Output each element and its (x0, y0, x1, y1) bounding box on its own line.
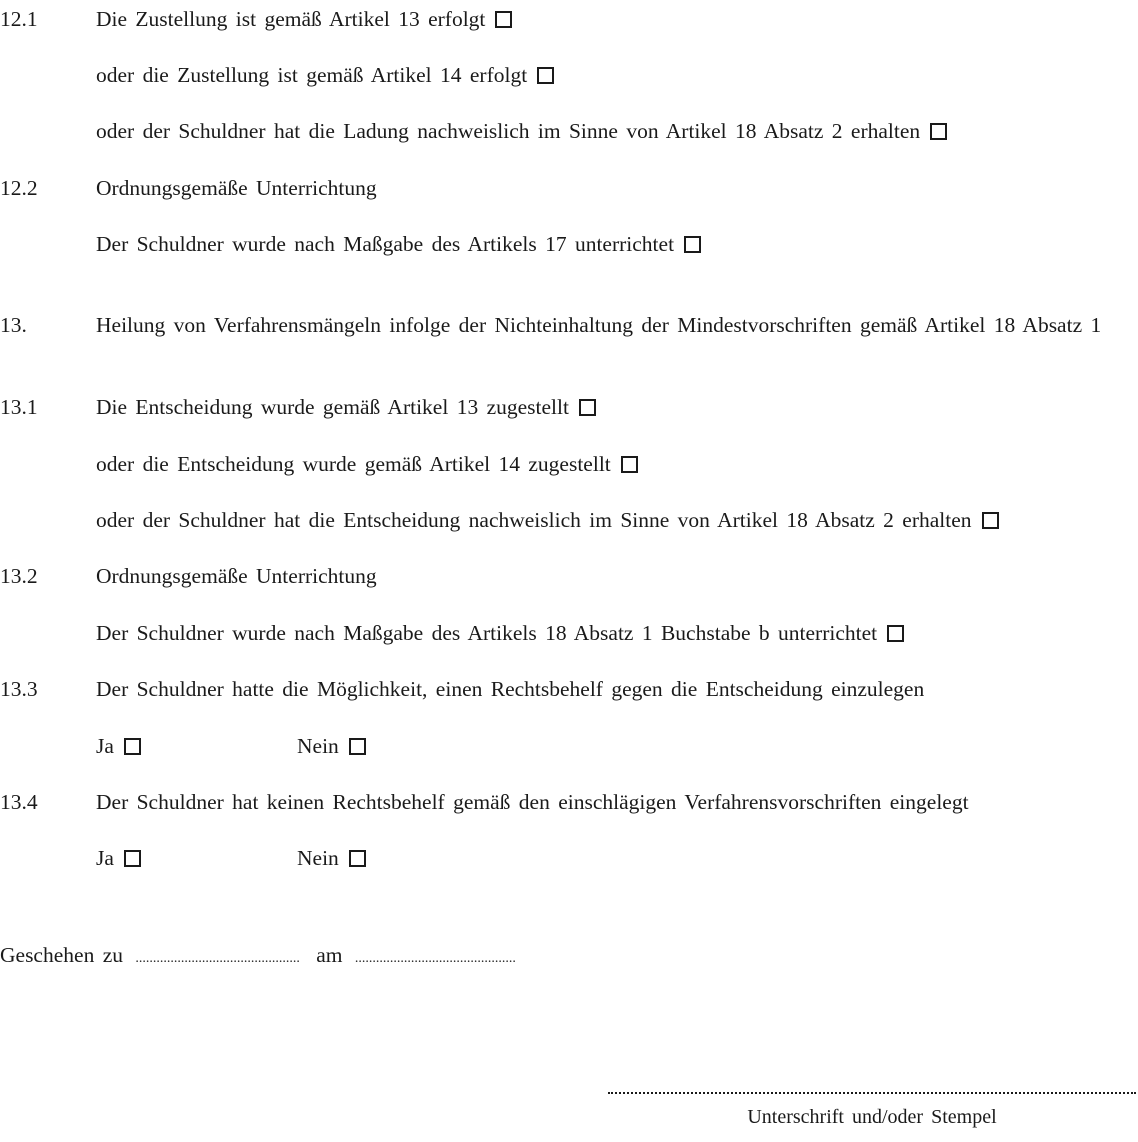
section-number-12-1: 12.1 (0, 7, 38, 31)
option-ja-13-4 (96, 845, 141, 871)
option-ja-13-3 (96, 733, 141, 759)
section-number-13-1: 13.1 (0, 395, 38, 419)
option-label: Ja (96, 734, 114, 758)
checkbox[interactable] (930, 123, 947, 140)
option-nein-13-4 (297, 845, 366, 871)
section-title-13-3: Der Schuldner hatte die Möglichkeit, einen Rechtsbehelf gegen die Entscheidung einzulegen (96, 677, 925, 701)
item-12-1-line3 (96, 118, 947, 144)
checkbox[interactable] (982, 512, 999, 529)
item-13-1-line1 (96, 394, 596, 420)
item-text: oder der Schuldner hat die Ladung nachweislich im Sinne von Artikel 18 Absatz 2 erhalten (96, 119, 921, 143)
item-13-1-line3 (96, 507, 999, 533)
checkbox[interactable] (621, 456, 638, 473)
option-label: Nein (297, 846, 339, 870)
checkbox[interactable] (349, 850, 366, 867)
section-title-13-4: Der Schuldner hat keinen Rechtsbehelf gemäß den einschlägigen Verfahrensvorschriften eingelegt (96, 790, 969, 814)
date-label: am (316, 943, 343, 967)
checkbox[interactable] (684, 236, 701, 253)
checkbox[interactable] (887, 625, 904, 642)
date-field[interactable]: .............................................. (354, 951, 516, 966)
place-date-line (0, 942, 516, 972)
option-label: Nein (297, 734, 339, 758)
place-field[interactable]: ............................................... (135, 951, 300, 966)
section-title-12-2: Ordnungsgemäße Unterrichtung (96, 176, 377, 200)
item-text: oder die Zustellung ist gemäß Artikel 14 erfolgt (96, 63, 528, 87)
checkbox[interactable] (124, 850, 141, 867)
signature-label: Unterschrift und/oder Stempel (747, 1106, 997, 1128)
item-13-2-line1 (96, 620, 904, 646)
checkbox[interactable] (537, 67, 554, 84)
section-title-13: Heilung von Verfahrensmängeln infolge der Nichteinhaltung der Mindestvorschriften gemäß Artikel 18 Absatz 1 (96, 313, 1102, 337)
item-12-2-line1 (96, 231, 701, 257)
item-text: oder die Entscheidung wurde gemäß Artikel 14 zugestellt (96, 452, 611, 476)
checkbox[interactable] (579, 399, 596, 416)
item-13-1-line2 (96, 451, 638, 477)
item-text: Die Entscheidung wurde gemäß Artikel 13 zugestellt (96, 395, 569, 419)
section-number-12-2: 12.2 (0, 176, 38, 200)
section-number-13: 13. (0, 313, 27, 337)
option-label: Ja (96, 846, 114, 870)
section-number-13-2: 13.2 (0, 564, 38, 588)
item-text: Der Schuldner wurde nach Maßgabe des Artikels 17 unterrichtet (96, 232, 675, 256)
checkbox[interactable] (124, 738, 141, 755)
option-nein-13-3 (297, 733, 366, 759)
checkbox[interactable] (349, 738, 366, 755)
item-text: oder der Schuldner hat die Entscheidung nachweislich im Sinne von Artikel 18 Absatz 2 erhalten (96, 508, 972, 532)
section-number-13-3: 13.3 (0, 677, 38, 701)
item-12-1-line2 (96, 62, 554, 88)
item-12-1-line1 (96, 6, 512, 32)
place-label: Geschehen zu (0, 943, 123, 967)
item-text: Der Schuldner wurde nach Maßgabe des Artikels 18 Absatz 1 Buchstabe b unterrichtet (96, 621, 878, 645)
section-number-13-4: 13.4 (0, 790, 38, 814)
item-text: Die Zustellung ist gemäß Artikel 13 erfolgt (96, 7, 486, 31)
checkbox[interactable] (495, 11, 512, 28)
signature-line[interactable] (608, 1092, 1136, 1094)
section-title-13-2: Ordnungsgemäße Unterrichtung (96, 564, 377, 588)
